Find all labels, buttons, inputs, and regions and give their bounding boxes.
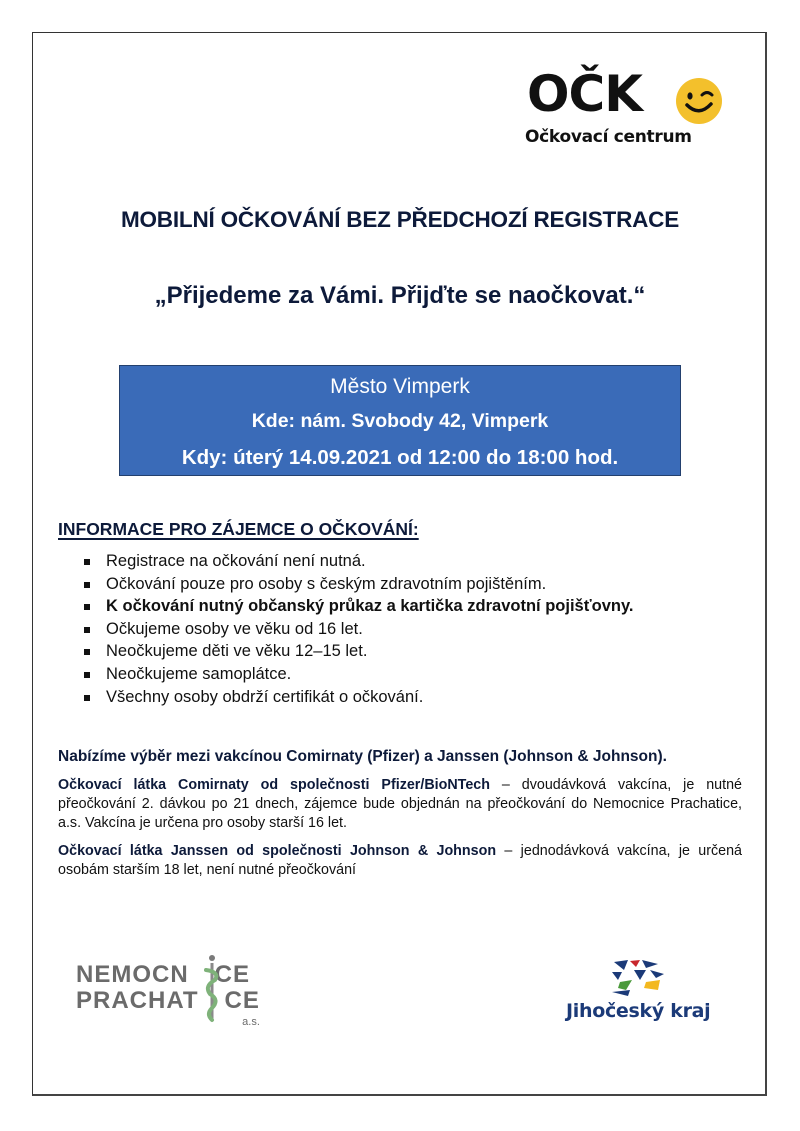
bullet-icon	[84, 695, 90, 701]
janssen-lead: Očkovací látka Janssen od společnosti Johnson & Johnson	[58, 843, 497, 859]
pfizer-text: – dvoudávková vakcína, je nutné přeočkování 2. dávkou po 21 dnech, zájemce bude objednán na přeočkování do Nemocnice Prachatice, a.s. Vakcína je určena pro osoby starší 16 let.	[58, 777, 742, 831]
nemocnice-suffix: a.s.	[242, 1016, 260, 1028]
bullet-icon	[84, 582, 90, 588]
list-item	[84, 550, 634, 573]
event-date-time: Kdy: úterý 14.09.2021 od 12:00 do 18:00 hod.	[181, 446, 619, 469]
list-item-text: K očkování nutný občanský průkaz a kartička zdravotní pojišťovny.	[106, 597, 634, 616]
list-item	[84, 663, 634, 686]
info-heading: INFORMACE PRO ZÁJEMCE O OČKOVÁNÍ:	[58, 519, 419, 539]
event-location: Kde: nám. Svobody 42, Vimperk	[251, 410, 549, 432]
pfizer-lead: Očkovací látka Comirnaty od společnosti Pfizer/BioNTech	[58, 777, 490, 793]
page-title: MOBILNÍ OČKOVÁNÍ BEZ PŘEDCHOZÍ REGISTRACE	[120, 207, 680, 232]
list-item	[84, 573, 634, 596]
janssen-text: – jednodávková vakcína, je určená osobám starším 18 let, není nutné přeočkování	[58, 843, 742, 878]
list-item	[84, 595, 634, 618]
list-item-text: Neočkujeme děti ve věku 12–15 let.	[106, 642, 368, 661]
jihocesky-kraj-name: Jihočeský kraj	[566, 1000, 711, 1022]
nemocnice-line1: NEMOCN	[76, 961, 189, 988]
list-item	[84, 618, 634, 641]
ocko-logo	[525, 64, 735, 154]
winking-smiley-icon	[675, 77, 723, 125]
bullet-icon	[84, 559, 90, 565]
nemocnice-row-2	[76, 988, 260, 1014]
nemocnice-line2: PRACHAT	[76, 987, 199, 1014]
bullet-icon	[84, 604, 90, 610]
bullet-icon	[84, 672, 90, 678]
bullet-icon	[84, 649, 90, 655]
rod-of-asclepius-icon	[200, 954, 224, 1024]
ocko-logo-subtitle: Očkovací centrum	[525, 127, 692, 147]
ocko-logo-word: OČK	[527, 65, 642, 123]
nemocnice-line2-end: CE	[224, 987, 260, 1014]
jihocesky-kraj-logo	[566, 958, 736, 1033]
slogan: „Přijedeme za Vámi. Přijďte se naočkovat.“	[154, 282, 646, 309]
list-item-text: Neočkujeme samoplátce.	[106, 664, 292, 683]
info-list	[84, 550, 634, 708]
list-item	[84, 640, 634, 663]
nemocnice-line1-end: CE	[214, 961, 251, 988]
nemocnice-prachatice-logo	[76, 950, 276, 1034]
jihocesky-kraj-emblem-icon	[610, 958, 670, 998]
list-item	[84, 686, 634, 709]
bullet-icon	[84, 627, 90, 633]
list-item-text: Všechny osoby obdrží certifikát o očkování.	[106, 687, 424, 706]
event-city: Město Vimperk	[330, 375, 470, 398]
janssen-paragraph	[58, 842, 742, 880]
pfizer-paragraph	[58, 776, 742, 833]
list-item-text: Registrace na očkování není nutná.	[106, 552, 366, 570]
nemocnice-row-1	[76, 962, 250, 988]
list-item-text: Očkování pouze pro osoby s českým zdravotním pojištěním.	[106, 574, 547, 593]
list-item-text: Očkujeme osoby ve věku od 16 let.	[106, 619, 363, 638]
vaccine-choice: Nabízíme výběr mezi vakcínou Comirnaty (Pfizer) a Janssen (Johnson & Johnson).	[58, 748, 667, 765]
event-box	[119, 365, 681, 476]
